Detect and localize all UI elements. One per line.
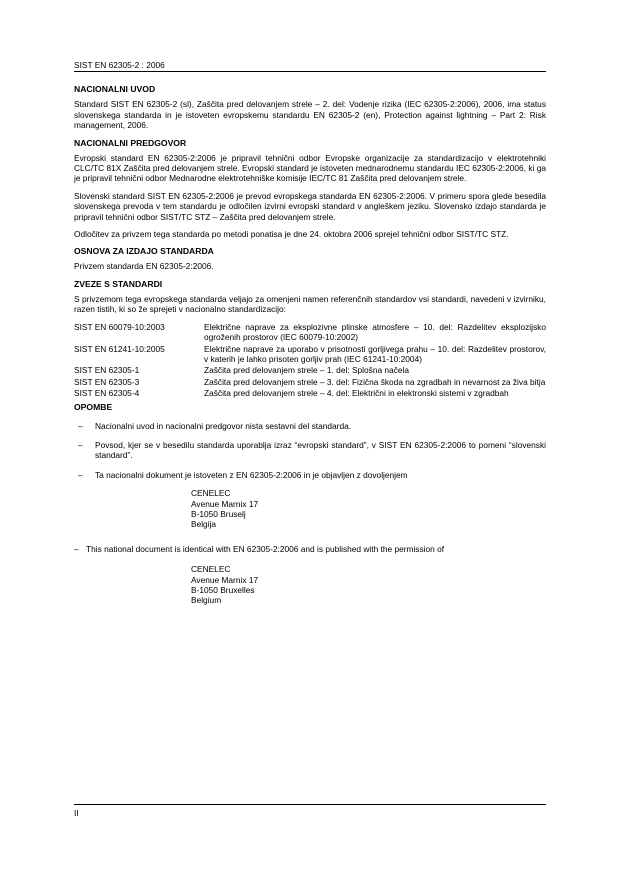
table-row — [74, 344, 546, 366]
paragraph-predgovor-1: Evropski standard EN 62305-2:2006 je pripravil tehnični odbor Evropske organizacije za standardizacijo v elektrotehniki CLC/TC 81X Zaščita pred delovanjem strele. Evropski standard je istoveten mednarodnemu standardu IEC 62305-2:2006, ki ga je pripravil tehnični odbor Mednarodne elektrotehniške komisije IEC/TC 81 Zaščita pred delovanjem strele. — [74, 152, 546, 184]
footer-rule — [74, 804, 546, 805]
ref-code: SIST EN 62305-1 — [74, 365, 140, 376]
paragraph-osnova: Privzem standarda EN 62305-2:2006. — [74, 261, 214, 272]
page-footer — [74, 804, 546, 818]
heading-opombe: OPOMBE — [74, 401, 113, 412]
ref-description: Električne naprave za uporabo v prisotnosti gorljivega prahu – 10. del: Razdelitev prostorov, v katerih je lahko prisoten gorljiv prah (IEC 61241-10:2004) — [204, 343, 546, 364]
english-note — [74, 544, 546, 554]
dash-bullet: – — [78, 469, 83, 480]
page-number: II — [74, 808, 79, 818]
paragraph-nacionalni-uvod: Standard SIST EN 62305-2 (sl), Zaščita pred delovanjem strele – 2. del: Vodenje rizika (IEC 62305-2:2006), 2006, ima status slovenskega standarda in je istoveten evropskemu standardu EN 62305-2 (en), Protection against lightning – Part 2: Risk management, 2006. — [74, 99, 546, 131]
dash-bullet: – — [78, 420, 83, 431]
dash-bullet: – — [74, 543, 79, 554]
table-row — [74, 388, 546, 399]
page-header: SIST EN 62305-2 : 2006 — [74, 60, 165, 70]
heading-zveze: ZVEZE S STANDARDI — [74, 278, 163, 289]
list-item — [74, 421, 546, 431]
heading-osnova: OSNOVA ZA IZDAJO STANDARDA — [74, 246, 214, 257]
address-line: Belgija — [191, 519, 217, 530]
list-item — [74, 470, 546, 480]
heading-nacionalni-predgovor: NACIONALNI PREDGOVOR — [74, 137, 187, 148]
paragraph-predgovor-3: Odločitev za privzem tega standarda po metodi ponatisa je dne 24. oktobra 2006 sprejel tehnični odbor SIST/TC STZ. — [74, 229, 509, 240]
table-row — [74, 377, 546, 388]
address-block-sl — [191, 488, 546, 530]
address-line: Avenue Marnix 17 — [191, 574, 259, 585]
document-page — [74, 60, 546, 606]
address-line: CENELEC — [191, 488, 231, 499]
note-text: Povsod, kjer se v besedilu standarda uporablja izraz “evropski standard”, v SIST EN 62305-2:2006 to pomeni “slovenski standard”. — [95, 439, 546, 461]
ref-description: Zaščita pred delovanjem strele – 1. del: Splošna načela — [204, 365, 410, 376]
address-block-en — [191, 564, 546, 606]
list-item — [74, 440, 546, 461]
paragraph-predgovor-2: Slovenski standard SIST EN 62305-2:2006 je prevod evropskega standarda EN 62305-2:2006. V primeru spora glede besedila slovenskega prevoda v tem standardu je odločilen izvirni evropski standard v angleškem jeziku. Slovensko izdajo standarda je pripravil tehnični odbor SIST/TC STZ – Zaščita pred delovanjem strele. — [74, 190, 546, 222]
address-line: CENELEC — [191, 564, 231, 575]
reference-standards-table — [74, 322, 546, 400]
header-rule — [74, 71, 546, 72]
address-line: Avenue Marnix 17 — [191, 498, 259, 509]
ref-code: SIST EN 62305-4 — [74, 388, 140, 399]
notes-list — [74, 421, 546, 481]
dash-bullet: – — [78, 439, 83, 450]
address-line: B-1050 Bruselj — [191, 508, 246, 519]
address-line: Belgium — [191, 595, 222, 606]
paragraph-zveze: S privzemom tega evropskega standarda veljajo za omenjeni namen referenčnih standardov vsi standardi, navedeni v izvirniku, razen tistih, ki so že sprejeti v nacionalno standardizacijo: — [74, 293, 546, 315]
table-row — [74, 322, 546, 344]
ref-code: SIST EN 60079-10:2003 — [74, 321, 165, 332]
ref-description: Zaščita pred delovanjem strele – 3. del: Fizična škoda na zgradbah in nevarnost za živa bitja — [204, 376, 546, 387]
ref-code: SIST EN 62305-3 — [74, 376, 140, 387]
heading-nacionalni-uvod: NACIONALNI UVOD — [74, 84, 156, 95]
ref-description: Električne naprave za eksplozivne plinske atmosfere – 10. del: Razdelitev eksplozijsko ogroženih prostorov (IEC 60079-10:2002) — [204, 321, 546, 343]
address-line: B-1050 Bruxelles — [191, 585, 255, 595]
table-row — [74, 365, 546, 376]
ref-code: SIST EN 61241-10:2005 — [74, 343, 165, 354]
ref-description: Zaščita pred delovanjem strele – 4. del: Električni in elektronski sistemi v zgradbah — [204, 388, 509, 399]
note-text: Nacionalni uvod in nacionalni predgovor nista sestavni del standarda. — [95, 420, 352, 431]
english-note-text: This national document is identical with EN 62305-2:2006 and is published with the permission of — [86, 543, 445, 554]
note-text: Ta nacionalni dokument je istoveten z EN 62305-2:2006 in je objavljen z dovoljenjem — [95, 469, 408, 480]
